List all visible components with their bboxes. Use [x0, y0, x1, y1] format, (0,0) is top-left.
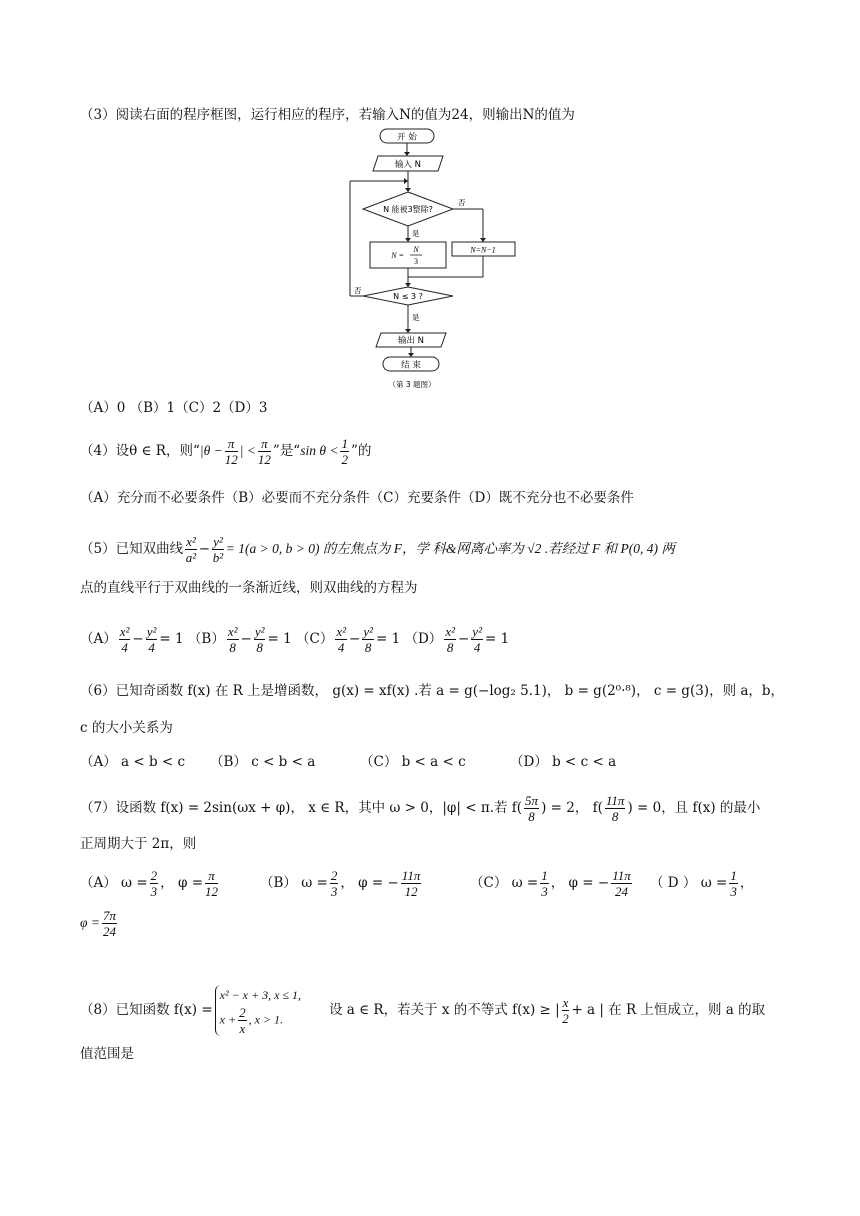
flow-cond1-text: N 能被3整除? [383, 205, 433, 214]
q6-stem: （6）已知奇函数 f(x) 在 R 上是增函数， g(x) = xf(x) .若 a = g(−log₂ 5.1)， b = g(2⁰·⁸)， c = g(3)，则 a，b， [80, 683, 785, 699]
q8-stem: （8）已知函数 f(x) = x² − x + 3, x ≤ 1, x + $\frac{2}{x}$ , x > 1. 设 a ∈ R，若关于 x 的不等式 f(x) ≥ | $\frac{x}{2}$ + a | 在 R 上恒成立，则 a 的取 [80, 985, 765, 1036]
flow-yes1-label: 是 [412, 229, 420, 238]
flowchart [340, 125, 540, 395]
q4-options: （A）充分而不必要条件（B）必要而不充分条件（C）充要条件（D）既不充分也不必要条件 [80, 490, 634, 506]
q7-stem-line2: 正周期大于 2π，则 [80, 836, 197, 852]
flow-input-text: 输入 N [394, 160, 422, 170]
q7-option-d-cont: φ = $\frac{7\pi}{24}$ [80, 908, 116, 939]
q8-stem-line2: 值范围是 [80, 1046, 134, 1062]
q3-stem: （3）阅读右面的程序框图，运行相应的程序，若输入N的值为24，则输出N的值为 [80, 107, 575, 123]
q6-options: （A） a < b < c （B） c < b < a （C） b < a < c （D） b < c < a [80, 754, 617, 770]
q5-stem-line2: 点的直线平行于双曲线的一条渐近线，则双曲线的方程为 [80, 580, 418, 596]
svg-text:N: N [413, 245, 419, 254]
flow-caption: （第 3 题图） [388, 380, 436, 389]
flow-no2-label: 否 [354, 286, 362, 295]
flow-end-text: 结 束 [401, 360, 421, 371]
q4-stem: （4）设θ ∈ R，则“|θ − $\frac{\pi}{12}$ | < $\frac{\pi}{12}$ ”是“sin θ < $\frac{1}{2}$ ”的 [80, 436, 372, 467]
q7-stem: （7）设函数 f(x) = 2sin(ωx + φ)， x ∈ R，其中 ω > 0，|φ| < π.若 f( $\frac{5\pi}{8}$ ) = 2， f( $\frac{11\pi}{8}$ ) = 0，且 f(x) 的最小 [80, 793, 761, 824]
flow-cond2-text: N ≤ 3 ? [393, 292, 423, 301]
q6-stem-line2: c 的大小关系为 [80, 720, 173, 736]
flow-start-text: 开 始 [397, 132, 417, 143]
flow-assign-div-box [370, 242, 446, 268]
flow-output-text: 输出 N [397, 336, 425, 346]
q3-options: （A）0 （B）1（C）2（D）3 [80, 400, 268, 416]
q7-options: （A） ω = $\frac{2}{3}$ ， φ = $\frac{\pi}{12}$ （B） ω = $\frac{2}{3}$ ， φ = − $\frac{11\pi}{12}$ （C） ω = $\frac{1}{3}$ ， φ = − $\frac{11\pi}{24}$ （ D ） ω = $\frac{1}{3}$ ， [80, 868, 754, 899]
svg-text:3: 3 [414, 257, 418, 266]
svg-text:N =: N = [391, 251, 404, 260]
q5-stem: （5）已知双曲线 $\frac{\text{x²}}{\text{a²}}$ − $\frac{\text{y²}}{\text{b²}}$ = 1(a > 0, b > 0) 的左焦点为 F，学 科&网离心率为 √2 .若经过 F 和 P(0, 4) 两 [80, 534, 675, 565]
flow-assign-sub-text: N=N−1 [470, 245, 496, 255]
q5-options: （A） $\frac{\text{x²}}{4}$ − $\frac{\text{y²}}{4}$ = 1 （B） $\frac{\text{x²}}{8}$ − $\frac{\text{y²}}{8}$ = 1 （C） $\frac{\text{x²}}{4}$ − $\frac{\text{y²}}{8}$ = 1 （D） $\frac{\text{x²}}{8}$ − $\frac{\text{y²}}{4}$ = 1 [80, 624, 510, 655]
flow-no1-label: 否 [458, 198, 466, 207]
flow-yes2-label: 是 [412, 313, 420, 322]
